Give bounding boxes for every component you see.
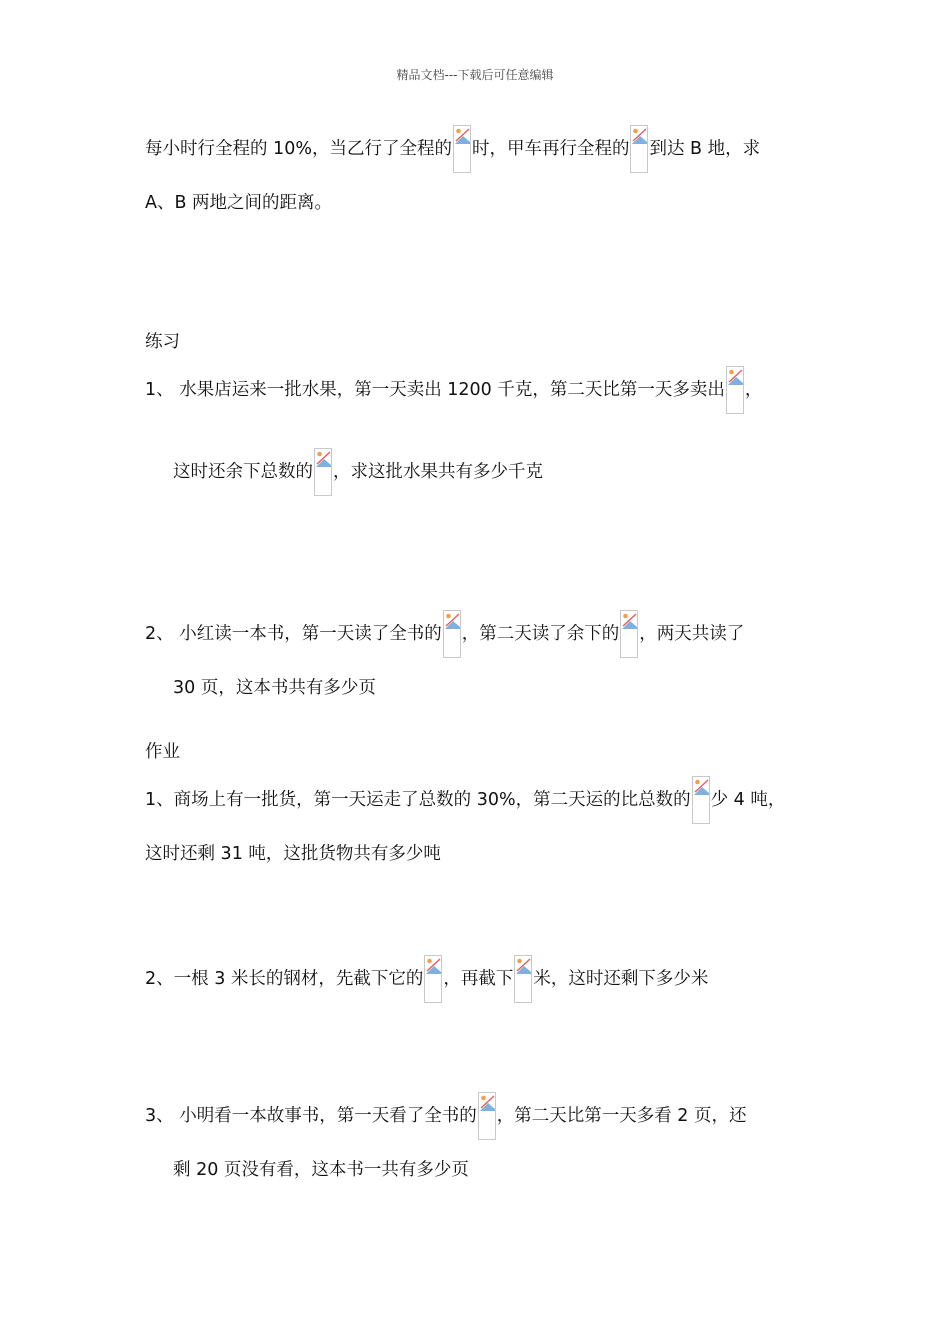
broken-image-glyph [444,611,460,633]
broken-image-icon [314,448,332,496]
text: 30 页，这本书共有多少页 [173,678,376,698]
broken-image-icon [630,125,648,173]
section-title-practice: 练习 [145,332,180,352]
text: 时，甲车再行全程的 [471,139,630,159]
text: ，第二天比第一天多看 2 页，还 [496,1106,747,1126]
text: ，第二天读了余下的 [461,624,620,644]
text: 这时还剩 31 吨，这批货物共有多少吨 [145,844,441,864]
broken-image-glyph [479,1093,495,1115]
broken-image-glyph [727,367,743,389]
broken-image-icon [692,776,710,824]
practice-q1-line-1 [145,366,762,414]
homework-q1-line-2 [145,842,441,866]
text: 这时还余下总数的 [173,462,313,482]
page-header: 精品文档---下载后可任意编辑 [396,68,554,82]
broken-image-icon [514,955,532,1003]
practice-q2-line-1 [145,610,744,658]
intro-line-1 [145,125,760,173]
text: 1、 水果店运来一批水果，第一天卖出 1200 千克，第二天比第一天多卖出 [145,380,725,400]
section-title-homework: 作业 [145,742,180,762]
text: 到达 B 地，求 [649,139,761,159]
homework-q1-line-1 [145,776,785,824]
text: 3、 小明看一本故事书，第一天看了全书的 [145,1106,477,1126]
homework-q2-line-1 [145,955,708,1003]
text: 少 4 吨， [710,790,786,810]
broken-image-glyph [693,777,709,799]
broken-image-icon [620,610,638,658]
broken-image-icon [453,125,471,173]
broken-image-glyph [315,449,331,471]
broken-image-glyph [631,126,647,148]
broken-image-icon [443,610,461,658]
text: 剩 20 页没有看，这本书一共有多少页 [173,1160,469,1180]
homework-q3-line-1 [145,1092,746,1140]
intro-line-2 [145,191,332,215]
text: 每小时行全程的 10%，当乙行了全程的 [145,139,452,159]
broken-image-glyph [515,956,531,978]
broken-image-glyph [621,611,637,633]
text: 2、 小红读一本书，第一天读了全书的 [145,624,442,644]
broken-image-glyph [454,126,470,148]
text: ，两天共读了 [639,624,745,644]
text: 1、商场上有一批货，第一天运走了总数的 30%，第二天运的比总数的 [145,790,691,810]
text: 2、一根 3 米长的钢材，先截下它的 [145,969,424,989]
broken-image-glyph [425,956,441,978]
text: ， [744,380,763,400]
text: ，求这批水果共有多少千克 [333,462,543,482]
text: 米，这时还剩下多少米 [533,969,709,989]
text: ，再截下 [443,969,514,989]
broken-image-icon [424,955,442,1003]
practice-q1-line-2 [173,448,543,496]
practice-q2-line-2 [173,676,376,700]
broken-image-icon [726,366,744,414]
text: A、B 两地之间的距离。 [145,193,333,213]
homework-q3-line-2 [173,1158,469,1182]
broken-image-icon [478,1092,496,1140]
